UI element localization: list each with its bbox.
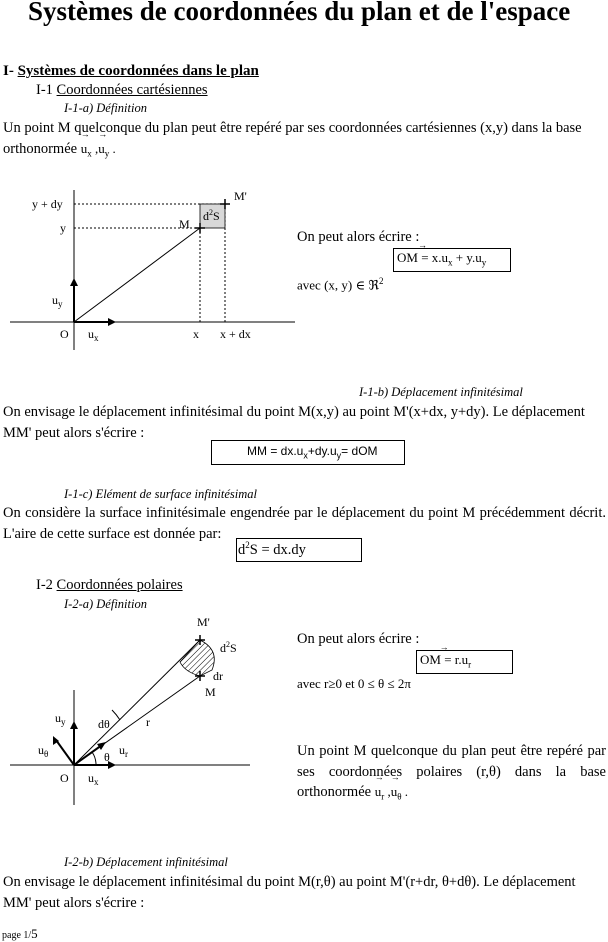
polar-base-vectors: → $u_r$ ,→ $u_\theta$ .: [375, 784, 408, 799]
subsection-number: I-1: [36, 82, 53, 98]
avec-condition: avec (x, y) ∈ ℜ$^2$: [297, 276, 384, 293]
subsubsection-heading: I-1-a) Définition: [64, 101, 147, 115]
label-uy: $u_y$: [55, 711, 66, 727]
paragraph-displacement: [3, 402, 606, 443]
label-M: M: [179, 217, 190, 231]
subsection-heading-polar: [36, 577, 183, 594]
paragraph-line: Un point M quelconque du plan peut être repéré par ses coordonnées cartésiennes (x,y) dans la base: [3, 120, 582, 136]
label-y: y: [60, 221, 66, 235]
formula-OM: → OM = $x.u_x + y.u_y$: [397, 250, 486, 268]
formula-surface: $d^2S = dx.dy$: [238, 540, 306, 558]
label-dr: dr: [213, 669, 223, 683]
formula-polar-OM: → OM = $r.u_r$: [420, 652, 471, 670]
paragraph-surface: On considère la surface infinitésimale engendrée par le déplacement du point M précédemment décrit. L'aire de cette surface est donnée par:: [3, 505, 606, 542]
label-ur: $u_r$: [119, 743, 128, 759]
section-heading: [3, 63, 259, 80]
subsubsection-heading: I-1-b) Déplacement infinitésimal: [359, 385, 523, 399]
label-d2S: $d^2S$: [220, 640, 237, 655]
label-M-prime: M': [234, 189, 247, 203]
polar-condition: avec r≥0 et 0 ≤ θ ≤ 2π: [297, 676, 411, 691]
paragraph-line: MM' peut alors s'écrire :: [3, 894, 145, 911]
section-number: I-: [3, 63, 14, 79]
subsection-title: Coordonnées polaires: [56, 577, 183, 593]
note-write-cartesian: On peut alors écrire :: [297, 229, 420, 245]
subsection-number: I-2: [36, 577, 53, 593]
paragraph-line: On envisage le déplacement infinitésimal du point M(x,y) au point M'(x+dx, y+dy). Le déplacement: [3, 404, 585, 420]
label-origin: O: [60, 327, 69, 341]
paragraph-line: orthonormée: [3, 140, 78, 157]
cartesian-diagram: [0, 180, 300, 360]
subsection-heading-cartesian: [36, 82, 208, 99]
polar-diagram: [0, 610, 300, 810]
label-M: M: [205, 685, 216, 699]
paragraph-polar-displacement: [3, 872, 606, 913]
label-utheta: $u_\theta$: [38, 743, 49, 759]
paragraph-definition: [3, 118, 606, 164]
page-title: Systèmes de coordonnées du plan et de l'espace: [28, 0, 571, 26]
label-x: x: [193, 327, 199, 341]
paragraph-line: MM' peut alors s'écrire :: [3, 424, 145, 441]
page-number: page 1/5: [2, 926, 38, 941]
subsubsection-heading: I-2-b) Déplacement infinitésimal: [64, 855, 228, 869]
paragraph-polar: Un point M quelconque du plan peut être repéré par ses coordonnées polaires (r,θ) dans la base orthonormée → $u_r$ ,→ $u_\theta$ .: [297, 741, 606, 807]
subsubsection-heading: I-1-c) Elément de surface infinitésimal: [64, 487, 257, 501]
label-ux: $u_x$: [88, 771, 99, 787]
paragraph-line: On envisage le déplacement infinitésimal du point M(r,θ) au point M'(r+dr, θ+dθ). Le déplacement: [3, 874, 576, 890]
label-d2S: $d^2S$: [203, 208, 220, 223]
label-M-prime: M': [197, 615, 210, 629]
label-ux: $u_x$: [88, 327, 99, 343]
label-r: r: [146, 715, 150, 729]
label-origin: O: [60, 771, 69, 785]
base-vectors: → $u_x$ ,→ $u_y$ .: [81, 141, 116, 156]
label-y-plus-dy: y + dy: [32, 197, 63, 211]
section-title: Systèmes de coordonnées dans le plan: [17, 63, 259, 79]
label-uy: $u_y$: [52, 293, 63, 309]
formula-MM: MM = $dx.u_x+dy.u_y=$ dOM: [247, 444, 378, 461]
label-dtheta: dθ: [98, 717, 110, 731]
subsection-title: Coordonnées cartésiennes: [56, 82, 208, 98]
subsubsection-heading: I-2-a) Définition: [64, 597, 147, 611]
note-write-polar: On peut alors écrire :: [297, 631, 420, 647]
label-x-plus-dx: x + dx: [220, 327, 251, 341]
label-theta: θ: [104, 750, 110, 764]
